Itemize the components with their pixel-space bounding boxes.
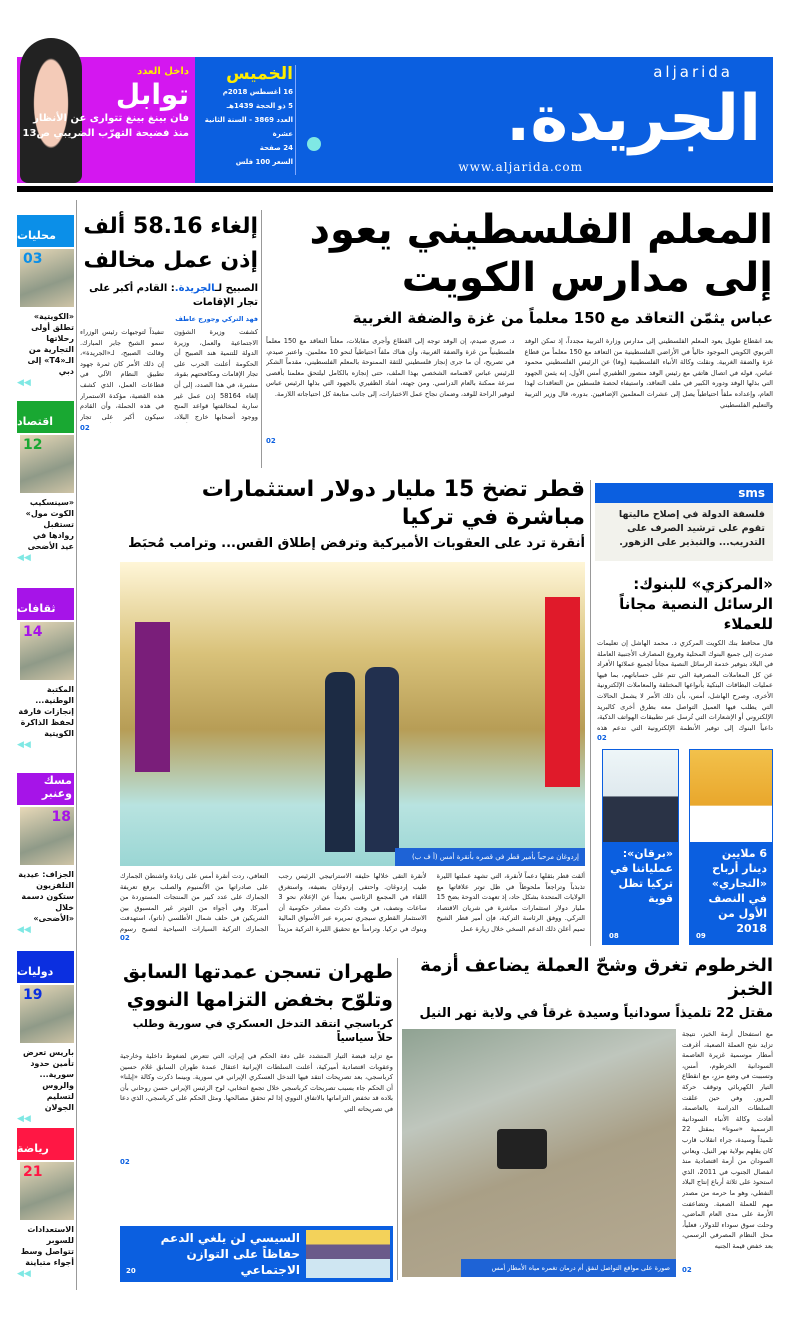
khartoum-subheadline: مقتل 22 تلميذاً سودانياً وسيدة غرقاً في ولاية نهر النيل (419, 1006, 773, 1021)
page-count: 24 صفحة (259, 144, 293, 152)
column-divider (261, 210, 262, 468)
section-thumbnail (20, 807, 74, 865)
arrow-icon[interactable]: ◀◀ (17, 553, 31, 563)
promo-line2: منذ فضيحة التهرّب الضريبي ص13 (22, 128, 189, 139)
sidebar-item-1[interactable] (17, 401, 74, 564)
header-rule (17, 186, 773, 192)
qatar-body-col3: التعافي، ردت أنقرة أمس على زيادة واشنطن الجمارك على صادراتها من الألمنيوم والصلب برفع تعريفة الجمارك على عدد كبير من المنتجات المستوردة من أميركا. وفي أجواء من التوتر غير المسبوق بين الشريكين في حلف شمال الأطلسي (ناتو)، استهدفت الجمارك التركية السيارات السياحية لتصبح رسوم (120, 872, 269, 933)
section-teaser: باريس تعرض تأمين حدود سورية... والروس لتسليم الجولان (23, 1048, 74, 1112)
day: الخميس (226, 64, 293, 84)
lead-body-col1: بعد انقطاع طويل يعود المعلم الفلسطيني إلى مدارس وزارة التربية مجدداً، إذ تمكن الوفد التربوي الكويتي الموجود حالياً في الأراضي الفلسطينية من التعاقد مع 150 معلماً من قطاع غزة والضفة الغربية. ونقلت وكالة الأنباء الفلسطينية (وفا) عن الرئيس الفلسطيني محمود عباس، قوله في اتصال هاتفي مع رئيس الوفد منصور الظفيري أمس الأول، إنه يثمن الجهود التي بذلها الوفد ودوره الكبير في ملف التعاقد، واستيفاء لحصة فلسطين من التعاقدات لهذا العام، وإعداده ملفاً احتياطياً يصل إلى عشرات المعلمين الإضافيين. بدوره، قال وزير التربية والتعليم الفلسطيني (524, 337, 773, 409)
sisi-photo (306, 1230, 390, 1278)
photo-caption: إردوغان مرحباً بأمير قطر في قصره بأنقرة أمس (أ ف ب) (395, 848, 585, 866)
section-thumbnail (20, 249, 74, 307)
khartoum-body: مع استفحال أزمة الخبز، نتيجة تزايد شح العملة الصعبة، أغرقت أمطار موسمية غزيرة العاصمة السودانية الخرطوم، أمس، وتسببت في وضع مزرٍ، مع انقطاع التيار الكهربائي وتوقف حركة المرور. وفي حين علقت السلطات الدراسة بالعاصمة، أفادت وكالة الأنباء السودانية الرسمية «سونا» بمقتل 22 تلميذاً وسيدة، جراء انقلاب قارب كان يقلهم بولاية نهر النيل. ويعاني السودان من أزمة اقتصادية منذ انفصال الجنوب في 2011، الذي استحوذ على ثلاثة أرباع إنتاج البلاد النفطي، وهو ما حرمه من مصدر مهم للعملة الصعبة. وتضاعفت الأزمة على مدى العام الماضي، وحلت سوق سوداء للدولار، فعلياً، محل النظام المصرفي الرسمي، بعد خفض قيمة الجنيه (682, 1030, 773, 1250)
sisi-headline: السيسي لن يلغي الدعم حفاظاً على التوازن الاجتماعي (160, 1231, 300, 1277)
masthead (195, 57, 773, 183)
promo-text (17, 57, 195, 183)
tehran-headline-1: طهران تسجن عمدتها السابق (123, 961, 393, 983)
section-thumbnail (20, 985, 74, 1043)
arrow-icon[interactable]: ◀◀ (17, 740, 31, 750)
sidebar-item-4[interactable] (17, 951, 74, 1125)
issue-info (198, 63, 293, 169)
second-body-col2: تنفيذاً لتوجيهات رئيس الوزراء سمو الشيخ جابر المبارك. وقالت الصبيح، لـ«الجريدة»، إن ذلك الأمر كان ثمرة جهود تطبيق النظام الآلي في قطاعات العمل، الذي كشف هذه القضية، مؤكدة الاستمرار في هذه الحملة، وأن القادم سيكون أكبر على تجار (80, 328, 164, 421)
tehran-story[interactable] (120, 958, 393, 1167)
price: السعر 100 فلس (235, 158, 293, 166)
arrow-icon[interactable]: ◀◀ (17, 1269, 31, 1279)
lead-headline-1: المعلم الفلسطيني يعود (309, 207, 773, 253)
sisi-box[interactable] (120, 1226, 393, 1282)
section-header (17, 773, 74, 805)
page-number: 14 (23, 624, 43, 640)
sisi-page-ref[interactable]: 20 (126, 1267, 136, 1275)
sidebar-item-5[interactable] (17, 1128, 74, 1280)
website-url[interactable]: www.aljarida.com (458, 160, 583, 174)
page-number: 18 (51, 809, 71, 825)
lead-headline-2: إلى مدارس الكويت (401, 255, 773, 301)
sms-text: فلسفة الدولة في إصلاح ماليتها تقوم على ترشيد الصرف على التدريب... والتبذير على الزهور. (618, 509, 765, 548)
section-thumbnail (20, 435, 74, 493)
logo-dot (307, 137, 321, 151)
page-number: 19 (23, 987, 43, 1003)
second-story[interactable] (80, 210, 258, 433)
logo: الجريدة. (506, 82, 761, 156)
tehran-page-ref[interactable]: 02 (120, 1158, 130, 1166)
qatar-subheadline: أنقرة ترد على العقوبات الأميركية وترفض إطلاق القس... وترامب مُحبَط (128, 536, 585, 551)
second-headline-1: إلغاء 58.16 ألف (83, 214, 258, 239)
tijari-page-ref[interactable]: 09 (696, 932, 706, 940)
section-title: اقتصاد (17, 415, 54, 428)
khartoum-story[interactable] (402, 954, 773, 1277)
tehran-subheadline: كرباسجي انتقد التدخل العسكري في سورية وطلب حلاً سياسياً (132, 1018, 393, 1044)
sms-box (595, 483, 773, 561)
lead-subheadline: عباس يثمّن التعاقد مع 150 معلماً من غزة والضفة الغربية (352, 309, 773, 327)
second-headline-2: إذن عمل مخالف (83, 248, 258, 273)
arrow-icon[interactable]: ◀◀ (17, 925, 31, 935)
section-title: ثقافات (17, 602, 56, 615)
flood-photo (402, 1029, 676, 1277)
qatar-body-col2: لأنقرة التقى خلالها حليفه الاستراتيجي الرئيس رجب طيب إردوغان. واحتفى إردوغان بضيفه، واستغرق اللقاء في المجمع الرئاسي بعيداً عن الإعلام نحو 3 ساعات ونصف، في وقت ذكرت مصادر حكومية أن الاستثمار القطري سيجري تمريره عبر الأسواق المالية وبنوك في تركيا. وترامناً مع تحقيق الليرة التركية مزيداً (278, 872, 427, 933)
qatar-headline: قطر تضخ 15 مليار دولار استثمارات مباشرة في تركيا (201, 477, 585, 530)
sub-part-a: الصبيح لـ (214, 283, 258, 294)
section-thumbnail (20, 622, 74, 680)
masthead-divider (295, 65, 296, 175)
column-divider (397, 958, 398, 1280)
sidebar-divider (76, 200, 77, 1290)
sms-label: sms (595, 483, 773, 503)
section-teaser: الاستعدادات للسوبر تتواصل وسط أجواء متباينة (20, 1225, 74, 1267)
figure-1 (325, 672, 355, 852)
markazi-body: قال محافظ بنك الكويت المركزي د. محمد الهاشل إن تعليمات صدرت إلى جميع البنوك المحلية وفروع المصارف الأجنبية العاملة في البلاد بتوفير خدمة الرسائل النصية مجاناً لجميع عملائها الأفراد عن كل المعاملات المصرفية التي تتم على حساباتهم، بما فيها عمليات البطاقات البنكية بأنواعها المختلفة والمعاملات الإلكترونية الأخرى. وصرح الهاشل، أمس، بأن ذلك الأمر لا يشمل الحالات التي يطلب فيها العميل التواصل معه بطرق أخرى كالبريد الإلكتروني أو الإشعارات التي تُرسل عبر تطبيقات الهواتف الذكية، داعياً البنوك إلى توفير الأنظمة الإلكترونية التي تدعم هذه (597, 639, 773, 732)
sidebar-item-0[interactable] (17, 215, 74, 389)
erdogan-emir-photo (120, 562, 585, 866)
section-header (17, 401, 74, 433)
turkish-flag (545, 597, 580, 787)
second-subheadline (80, 282, 258, 310)
qatar-flag (135, 622, 170, 772)
arrow-icon[interactable]: ◀◀ (17, 378, 31, 388)
section-thumbnail (20, 1162, 74, 1220)
page-number: 21 (23, 1164, 43, 1180)
section-title: مسك وعنبر (41, 774, 72, 800)
qatar-page-ref[interactable]: 02 (120, 934, 130, 942)
byline: فهد التركي وجورج عاطف (175, 315, 258, 323)
tehran-body: مع تزايد قبضة التيار المتشدد على دفة الحكم في إيران، التي تتعرض لضغوط داخلية وخارجية وعقوبات اقتصادية أميركية، أعلنت السلطات الإيرانية اعتقال عمدة طهران السابق غلام حسين كرباسجي، بعد تصريحات انتقد فيها التدخل العسكري الإيراني في سورية. وبينما ذكرت وكالة «إيلنا» أن الحكم جاء بسبب تصريحات كرباسجي خلال تجمع انتخابي، لوح الرئيس الإيراني حسن روحاني بأن بلاده قد تخفض التزاماتها بالاتفاق النووي إذا لم تحقق مصالحها. ومثل الحكم على كرباسجي، الذي دعا في تصريحاته التي (120, 1052, 393, 1113)
section-header (17, 215, 74, 247)
sidebar-item-2[interactable] (17, 588, 74, 751)
burgan-photo (603, 750, 678, 842)
markazi-headline: «المركزي» للبنوك: الرسائل النصية مجاناً للعملاء (619, 575, 773, 633)
arrow-icon[interactable]: ◀◀ (17, 1114, 31, 1124)
date-hijri: 5 ذو الحجة 1439هـ (226, 102, 293, 110)
section-teaser: المكتبة الوطنية... إنجازات فارقة لحفظ الذاكرة الكويتية (18, 685, 74, 738)
section-title: رياضة (17, 1142, 49, 1155)
second-body-col1: كشفت وزيرة الشؤون الاجتماعية والعمل، وزيرة الدولة للتنمية هند الصبيح أن الحكومة أعلنت الحرب على تجار الإقامات ومكافحتهم بقوة، مشيرة، في هذا الصدد، إلى أن إلغاء 58164 إذن عمل غير سارية لمخالفتها قواعد المنح ووجود أصحابها خارج البلاد، (174, 328, 258, 421)
page-number: 03 (23, 251, 43, 267)
khartoum-page-ref[interactable]: 02 (682, 1266, 692, 1274)
section-title: محليات (17, 229, 56, 242)
qatar-body-col1: ألقت قطر بثقلها دعماً لأنقرة، التي تشهد عملتها الليرة تذبذباً وتراجعاً ملحوظاً في ظل توتر علاقاتها مع الولايات المتحدة بشكل حاد، إذ تعهدت الدوحة بضخ 15 مليار دولار استثمارات مباشرة في شريان الاقتصاد التركي. ووفق الرئاسة التركية، فإن أمير قطر الشيخ تميم أعلن ذلك الدعم السخي خلال زيارة عمل (436, 872, 585, 933)
burgan-page-ref[interactable]: 08 (609, 932, 619, 940)
section-teaser: الجزاف: عيدية التلفزيون ستكون دسمة خلال «الأضحى» (18, 870, 74, 923)
promo-inside-label: داخل العدد (137, 66, 189, 77)
column-divider (590, 480, 591, 946)
markazi-page-ref[interactable]: 02 (597, 734, 607, 742)
tijari-text: 6 ملايين دينار أرباح «التجاري» في النصف الأول من 2018 (690, 842, 772, 940)
khartoum-headline: الخرطوم تغرق وشحّ العملة يضاعف أزمة الخبز (420, 955, 773, 1000)
lead-page-ref[interactable]: 02 (266, 437, 276, 445)
sub-part-b: : القادم أكبر على تجار الإقامات (89, 283, 258, 308)
section-teaser: «الكويتية» تطلق أولى رحلاتها التجارية من الـ«T4» إلى دبي (27, 312, 74, 376)
tijari-photo (690, 750, 772, 842)
tehran-headline-2: وتلوّح بخفض التزامها النووي (126, 989, 393, 1011)
figure-2 (365, 667, 399, 852)
logo-latin: aljarida (653, 63, 733, 81)
section-title: دوليات (17, 965, 54, 978)
qatar-body (120, 871, 585, 943)
promo-brand: توابل (115, 78, 189, 111)
lead-body-col2: د. صبري صيدم، إن الوفد توجه إلى القطاع وأجرى مقابلات، معلناً التعاقد مع 150 معلماً فلسطينياً من غزة والضفة الغربية، وأن هناك ملفاً احتياطياً لنحو 10 معلمين. واعتبر صيدم، في تصريح، أن ما جرى إنجاز فلسطيني للثقة الممنوحة بالمعلم الفلسطيني، مقدماً الشكر للرئيس عباس لاهتمامه الشخصي بهذا الملف، حتى إنجازه بالكامل ليلتحق معلمنا بأقصى سرعة ممكنة بالعام الدراسي. ومن جهته، أشاد الظفيري بالجهود التي بذلها الرئيس عباس لتوفير الراحة للوفد، وضمان نجاح عمل الاختبارات، إلى جانب متابعة كل احتياجاته اللازمة. (266, 337, 515, 398)
flood-caption: صورة على مواقع التواصل لنفق أم درمان تغمره مياه الأمطار أمس (461, 1259, 676, 1277)
section-header (17, 588, 74, 620)
issue-number: العدد 3869 - السنة الثانية عشرة (204, 116, 293, 138)
markazi-story[interactable] (597, 574, 773, 743)
date-gregorian: 16 أغسطس 2018م (222, 88, 293, 96)
burgan-text: «برقان»: عملياتنا في تركيا تظل قوية (603, 842, 678, 910)
sidebar-item-3[interactable] (17, 773, 74, 936)
burgan-box[interactable] (602, 749, 679, 945)
section-header (17, 1128, 74, 1160)
second-page-ref[interactable]: 02 (80, 424, 90, 432)
page-number: 12 (23, 437, 43, 453)
qatar-story[interactable] (120, 476, 585, 553)
tijari-box[interactable] (689, 749, 773, 945)
promo-line1: فان بينغ بينغ تتوارى عن الأنظار (33, 113, 189, 124)
section-teaser: «سينسكيب الكوت مول» تستقبل روادها في عيد الأضحى (25, 498, 74, 551)
submerged-car (497, 1129, 547, 1169)
lead-story[interactable] (266, 206, 773, 446)
section-header (17, 951, 74, 983)
sub-brand: الجريدة. (174, 283, 215, 294)
